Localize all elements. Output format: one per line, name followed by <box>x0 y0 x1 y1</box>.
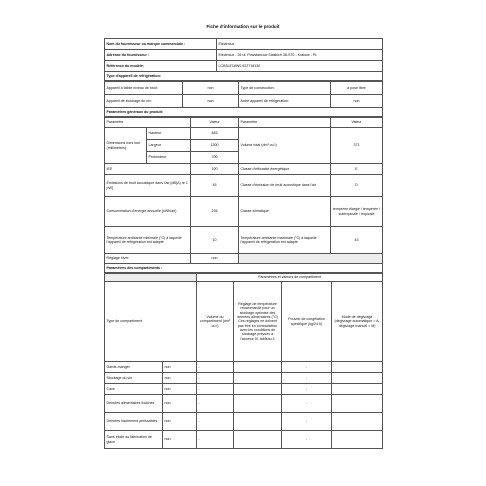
compartment-name: Garde-manger <box>105 362 163 373</box>
winter-setting-label: Réglage hiver <box>105 254 191 264</box>
compartment-defrost <box>332 384 383 395</box>
address-value: Electrolux - 26 ul. Powstancow Slaskich 38-S70 - Krakow - PL <box>217 50 383 61</box>
min-temp-label: Température ambiante minimale (°C) à laquelle l'appareil de réfrigération est adapté <box>105 227 191 254</box>
max-temp-label: Température ambiante maximale (°C) à laquelle l'appareil de réfrigération est adapté <box>239 227 331 254</box>
compartment-temp <box>234 384 282 395</box>
width-value: 1300 <box>191 140 239 152</box>
construction-label: Type de construction: <box>239 82 331 95</box>
winter-setting-value: non <box>191 254 239 264</box>
param-header-1: Paramètre <box>105 118 191 128</box>
table-row <box>105 362 383 373</box>
other-appliance-value: non <box>331 95 383 108</box>
table-row <box>105 384 383 395</box>
table-row <box>105 82 383 95</box>
height-value: 845 <box>191 128 239 140</box>
compartment-volume-header: Volume du compartiment (dm³ ou l) <box>197 282 234 362</box>
eei-label: IEE <box>105 164 191 175</box>
compartment-present: non <box>163 384 197 395</box>
compartment-present: non <box>163 413 197 431</box>
model-label: Référence du modèle: <box>105 61 217 72</box>
eei-value: 100 <box>191 164 239 175</box>
general-parameters-table <box>104 117 383 273</box>
dimensions-label: Dimensions hors tout (millimètres) <box>105 128 147 164</box>
compartment-temp <box>234 395 282 413</box>
type-table <box>104 81 383 117</box>
total-volume-label: Volume total (dm³ ou l) <box>239 128 331 164</box>
recommended-temp-header: Réglage de température recommandé pour un stockage optimisé des denrées alimentaires (°C) Ces réglages ne doivent pas être en contradiction avec les conditions de stockage prévues à l'annexe IV, tableau 3 <box>234 282 282 362</box>
table-row <box>105 395 383 413</box>
table-row <box>105 175 383 197</box>
wine-storage-value: non <box>183 95 239 108</box>
table-row <box>105 373 383 384</box>
table-row <box>105 282 383 362</box>
compartment-type-header: Type de compartiment <box>105 282 197 362</box>
value-header-2: Valeur <box>331 118 383 128</box>
other-appliance-label: Autre appareil de réfrigération: <box>239 95 331 108</box>
depth-label: Profondeur <box>147 152 191 164</box>
compartment-volume: - <box>197 395 234 413</box>
compartment-freeze: - <box>282 384 332 395</box>
param-header-2: Paramètre <box>239 118 331 128</box>
table-row <box>105 254 383 264</box>
compartment-freeze: - <box>282 395 332 413</box>
max-temp-value: 43 <box>331 227 383 254</box>
compartments-table <box>104 273 383 449</box>
defrost-mode-header: Mode de dégivrage (dégivrage automatique = A, dégivrage manuel = M) <box>332 282 383 362</box>
low-noise-label: Appareil à faible niveau de bruit: <box>105 82 183 95</box>
supplier-table <box>104 38 383 81</box>
compartment-present: non <box>163 373 197 384</box>
compartment-name: Denrées alimentaires fraîches <box>105 395 163 413</box>
compartment-present: non <box>163 431 197 449</box>
page-title: Fiche d'information sur le produit <box>206 24 280 29</box>
table-row <box>105 413 383 431</box>
table-row <box>105 197 383 227</box>
annual-energy-value: 235 <box>191 197 239 227</box>
compartment-freeze: - <box>282 373 332 384</box>
compartment-name: Sans étoile ou fabrication de glace <box>105 431 163 449</box>
table-row <box>105 164 383 175</box>
compartment-freeze: - <box>282 362 332 373</box>
general-section-title: Paramètres généraux du produit: <box>105 108 383 117</box>
compartment-temp <box>234 373 282 384</box>
compartment-volume: - <box>197 413 234 431</box>
table-row <box>105 274 383 282</box>
compartment-temp <box>234 431 282 449</box>
compartment-present: non <box>163 362 197 373</box>
climate-class-value: tempérée élargie / tempérée / subtropicale / tropicale <box>331 197 383 227</box>
noise-emission-value: 45 <box>191 175 239 197</box>
compartments-section-title: Paramètres des compartiments : <box>105 264 383 273</box>
freezing-capacity-header: Pouvoir de congélation spécifique (kg/24 h) <box>282 282 332 362</box>
annual-energy-label: Consommation d'énergie annuelle (kWh/an) <box>105 197 191 227</box>
supplier-value: Electrolux <box>217 39 383 50</box>
min-temp-value: 10 <box>191 227 239 254</box>
compartment-freeze: - <box>282 431 332 449</box>
empty-cell <box>105 274 197 282</box>
climate-class-label: Classe climatique: <box>239 197 331 227</box>
energy-class-label: Classe d'efficacité énergétique <box>239 164 331 175</box>
table-row <box>105 128 383 140</box>
table-row <box>105 227 383 254</box>
compartment-name: Denrées hautement périssables <box>105 413 163 431</box>
noise-class-label: Classe d'émission de bruit acoustique dans l'air <box>239 175 331 197</box>
construction-value: à pose libre <box>331 82 383 95</box>
height-label: Hauteur <box>147 128 191 140</box>
compartment-volume: - <box>197 373 234 384</box>
compartment-volume: - <box>197 384 234 395</box>
table-row <box>105 431 383 449</box>
noise-class-value: D <box>331 175 383 197</box>
compartment-defrost <box>332 373 383 384</box>
value-header-1: Valeur <box>191 118 239 128</box>
total-volume-value: 371 <box>331 128 383 164</box>
supplier-label: Nom du fournisseur ou marque commerciale : <box>105 39 217 50</box>
width-label: Largeur <box>147 140 191 152</box>
compartment-defrost <box>332 413 383 431</box>
compartment-defrost <box>332 395 383 413</box>
energy-class-value: E <box>331 164 383 175</box>
compartment-volume: - <box>197 362 234 373</box>
table-row <box>105 95 383 108</box>
compartment-name: Cave <box>105 384 163 395</box>
empty-cell <box>239 254 383 264</box>
table-row <box>105 118 383 128</box>
compartment-present: non <box>163 395 197 413</box>
model-value: LCB3LE18W0 922718130 <box>217 61 383 72</box>
compartment-temp <box>234 413 282 431</box>
depth-value: 700 <box>191 152 239 164</box>
compartment-params-header: Paramètres et valeurs de compartiment <box>197 274 383 282</box>
type-section-title: Type d'appareil de réfrigération: <box>105 72 383 81</box>
compartment-name: Stockage du vin <box>105 373 163 384</box>
compartment-volume: - <box>197 431 234 449</box>
compartment-freeze: - <box>282 413 332 431</box>
compartment-temp <box>234 362 282 373</box>
compartment-defrost <box>332 431 383 449</box>
wine-storage-label: Appareil de stockage du vin: <box>105 95 183 108</box>
compartment-defrost <box>332 362 383 373</box>
noise-emission-label: Émissions de bruit acoustique dans l'air [dB(A) re 1 pW] <box>105 175 191 197</box>
address-label: Adresse du fournisseur : <box>105 50 217 61</box>
product-information-sheet <box>104 38 382 449</box>
low-noise-value: non <box>183 82 239 95</box>
